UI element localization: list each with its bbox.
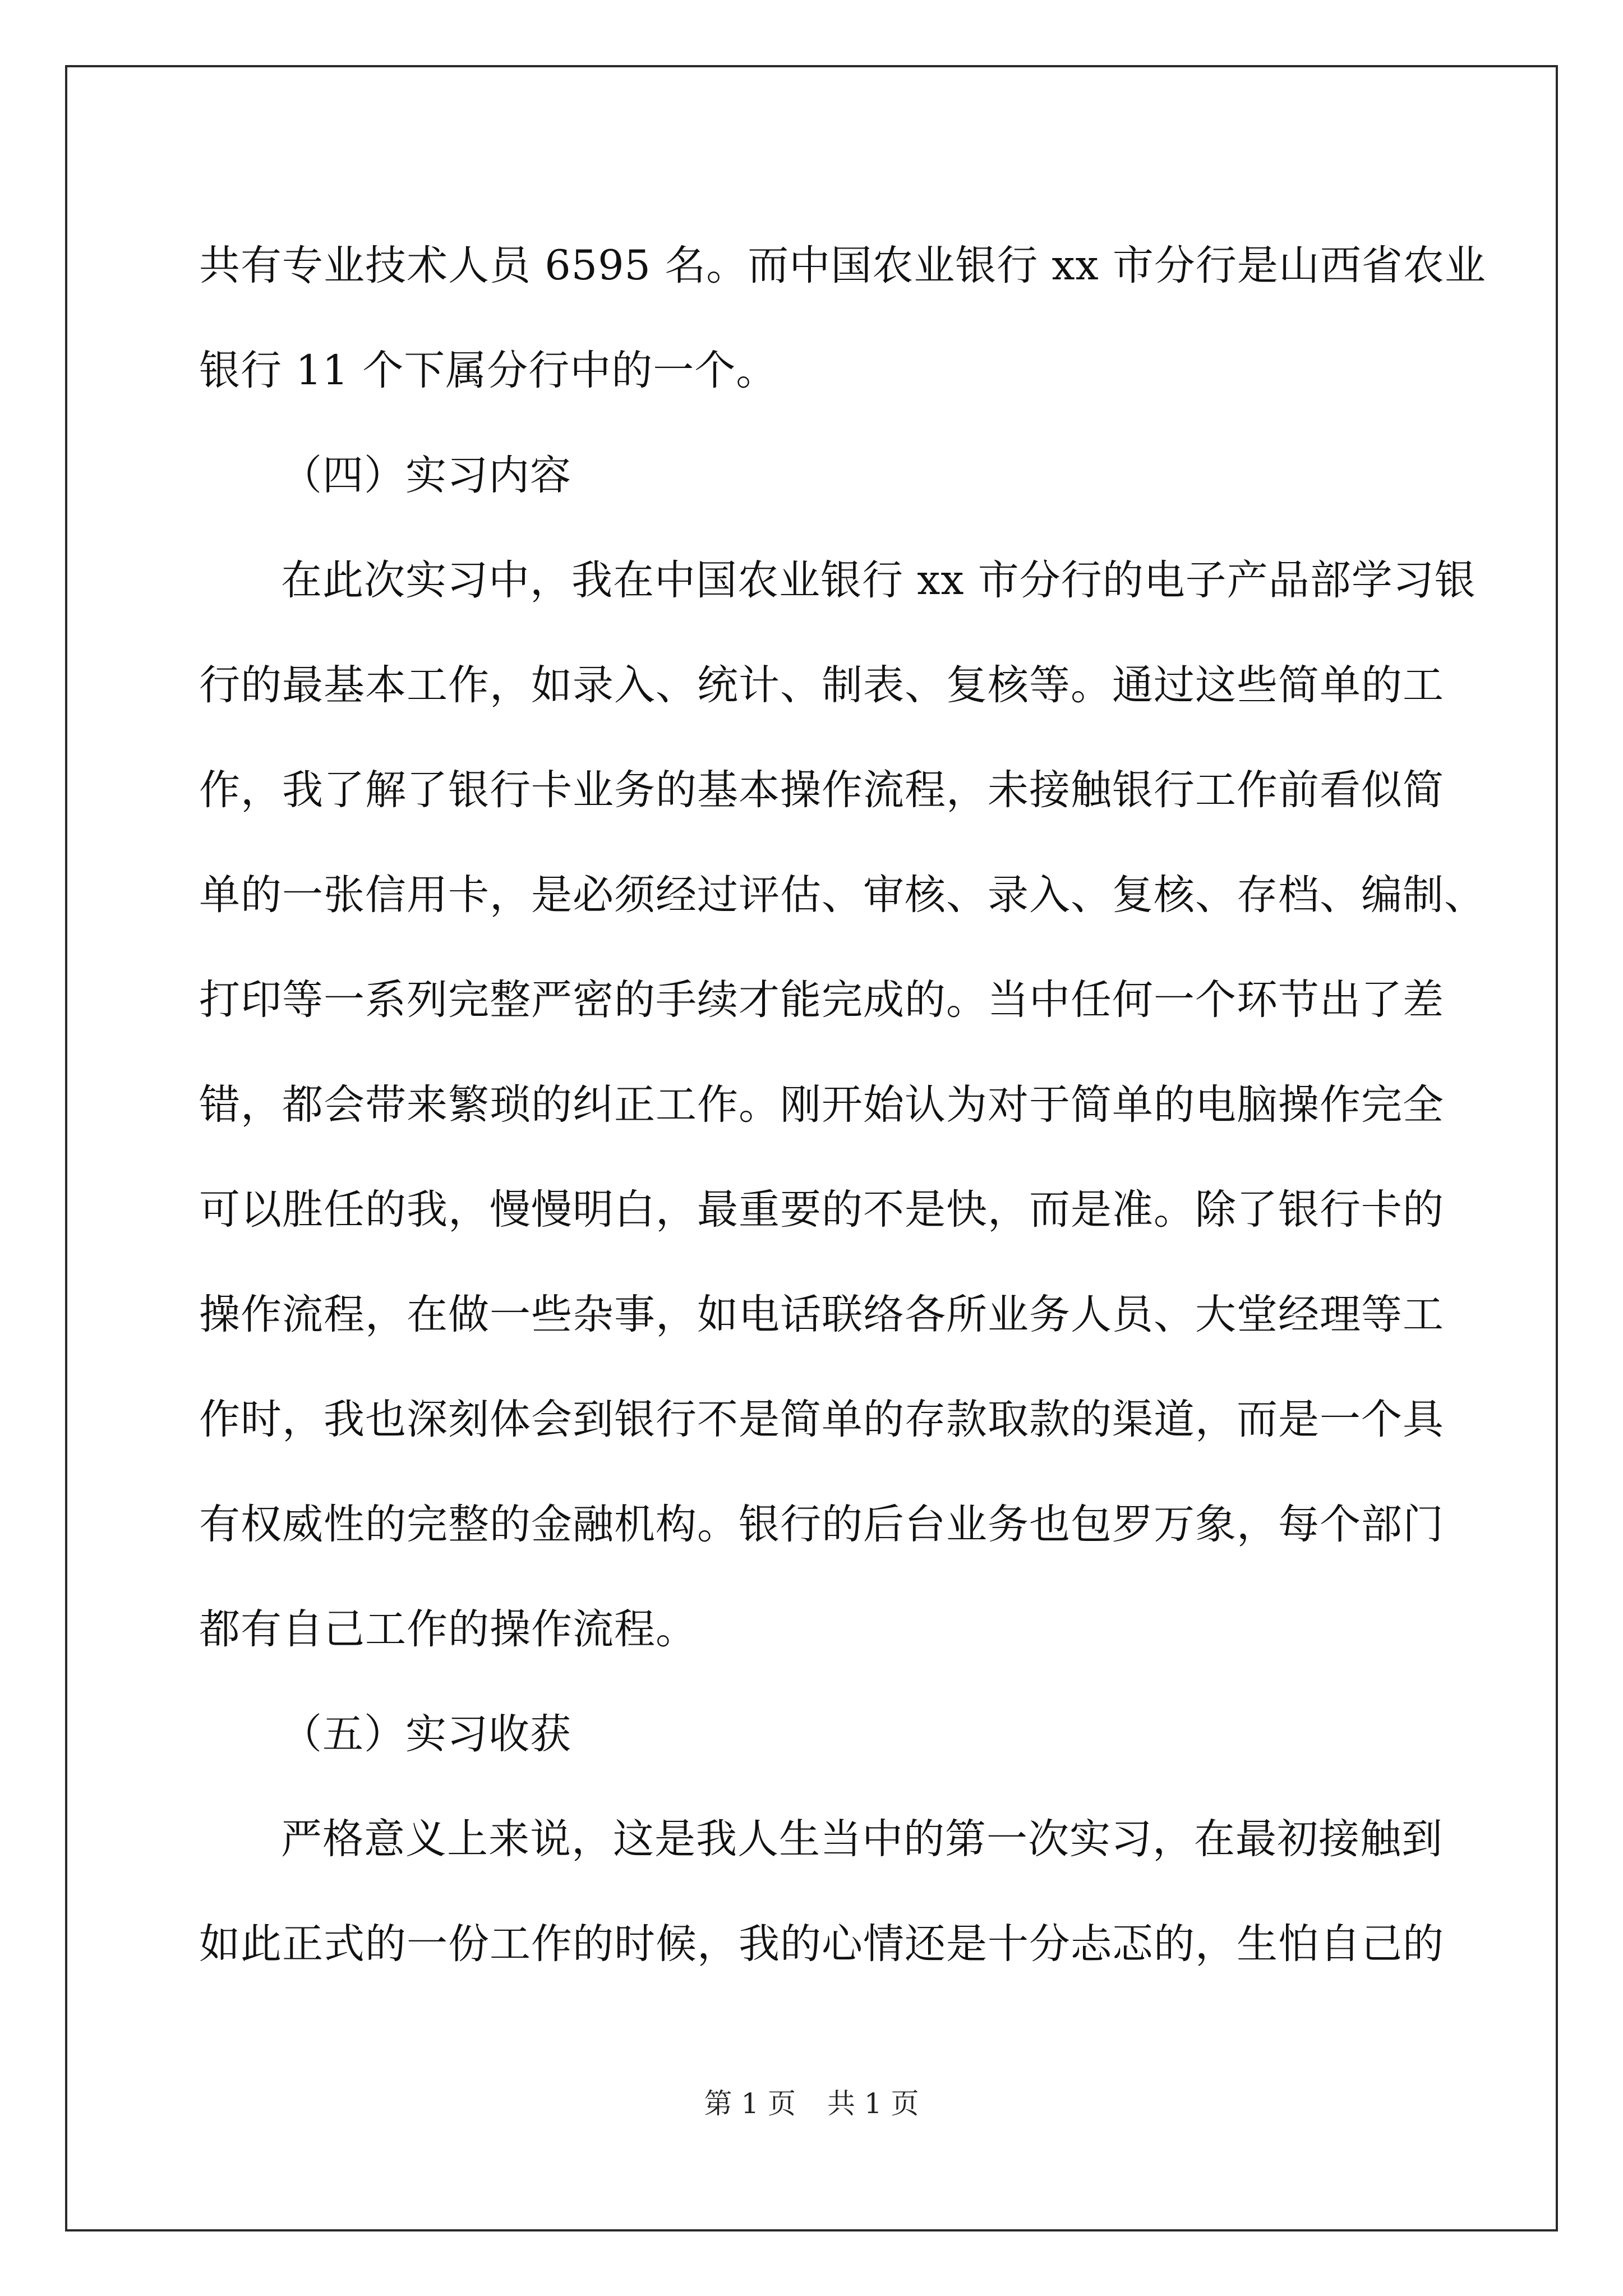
text-line: 作，我了解了银行卡业务的基本操作流程，未接触银行工作前看似简 [199,766,1444,814]
text-line: 操作流程，在做一些杂事，如电话联络各所业务人员、大堂经理等工 [199,1291,1444,1338]
section-heading-4: （四）实习内容 [281,452,571,499]
text-line: 打印等一系列完整严密的手续才能完成的。当中任何一个环节出了差 [199,976,1444,1024]
page-footer [0,2087,1623,2120]
text-line: 在此次实习中，我在中国农业银行 xx 市分行的电子产品部学习银 [281,556,1476,604]
page-number: 第 1 页 [704,2087,796,2120]
text-line: 共有专业技术人员 6595 名。而中国农业银行 xx 市分行是山西省农业 [199,242,1486,289]
text-line: 作时，我也深刻体会到银行不是简单的存款取款的渠道，而是一个具 [199,1396,1444,1443]
document-body [199,213,1486,1996]
section-heading-5: （五）实习收获 [281,1710,571,1758]
text-line: 行的最基本工作，如录入、统计、制表、复核等。通过这些简单的工 [199,661,1444,709]
text-line: 银行 11 个下属分行中的一个。 [199,347,778,394]
text-line: 可以胜任的我，慢慢明白，最重要的不是快，而是准。除了银行卡的 [199,1186,1444,1234]
text-line: 错，都会带来繁琐的纠正工作。刚开始认为对于简单的电脑操作完全 [199,1081,1444,1129]
page-total: 共 1 页 [827,2087,919,2120]
text-line: 都有自己工作的操作流程。 [199,1605,697,1653]
text-line: 如此正式的一份工作的时候，我的心情还是十分忐忑的，生怕自己的 [199,1920,1444,1968]
text-line: 单的一张信用卡，是必须经过评估、审核、录入、复核、存档、编制、 [199,871,1486,919]
text-line: 严格意义上来说，这是我人生当中的第一次实习，在最初接触到 [281,1815,1443,1863]
text-line: 有权威性的完整的金融机构。银行的后台业务也包罗万象，每个部门 [199,1501,1444,1548]
